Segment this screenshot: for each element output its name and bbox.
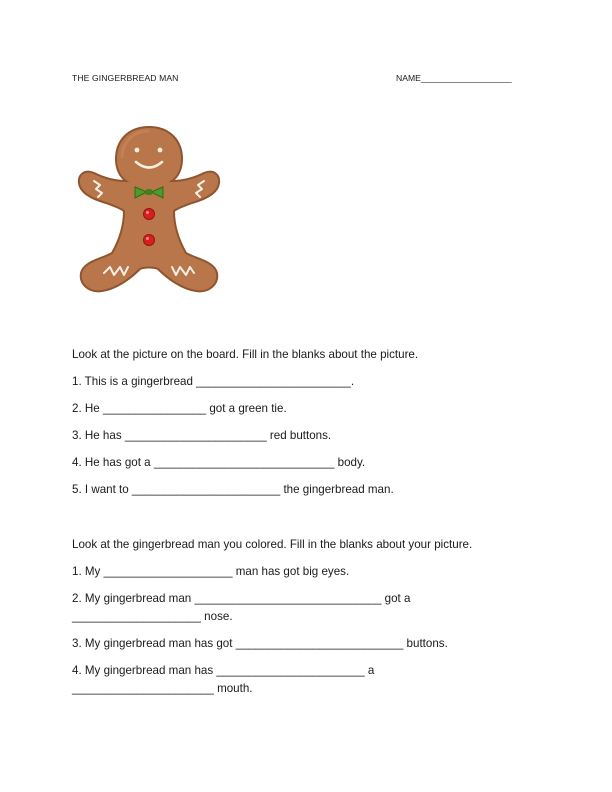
section1-item-2: 2. He ________________ got a green tie. (72, 402, 287, 415)
right-eye (158, 148, 163, 153)
section2-instruction: Look at the gingerbread man you colored. Fill in the blanks about your picture. (72, 538, 473, 551)
gingerbread-man-icon (76, 121, 222, 301)
section2-item-3: 3. My gingerbread man has got __________________________ buttons. (72, 637, 448, 650)
section1-item-4: 4. He has got a ____________________________ body. (72, 456, 366, 469)
section2-item-2: 2. My gingerbread man _____________________________ got a (72, 592, 411, 605)
button-top (144, 209, 155, 220)
worksheet-title: THE GINGERBREAD MAN (72, 73, 179, 83)
section2-item-4-continued: ______________________ mouth. (72, 682, 253, 695)
section1-item-3: 3. He has ______________________ red buttons. (72, 429, 332, 442)
section2-item-2-continued: ____________________ nose. (72, 610, 233, 623)
button-bottom (144, 235, 155, 246)
section2-item-4: 4. My gingerbread man has _______________________ a (72, 664, 375, 677)
left-eye (135, 148, 140, 153)
section1-instruction: Look at the picture on the board. Fill in the blanks about the picture. (72, 348, 419, 361)
section2-item-1: 1. My ____________________ man has got big eyes. (72, 565, 350, 578)
name-field-label: NAME___________________ (396, 73, 512, 83)
section1-item-5: 5. I want to _______________________ the gingerbread man. (72, 483, 394, 496)
section1-item-1: 1. This is a gingerbread ________________________. (72, 375, 355, 388)
